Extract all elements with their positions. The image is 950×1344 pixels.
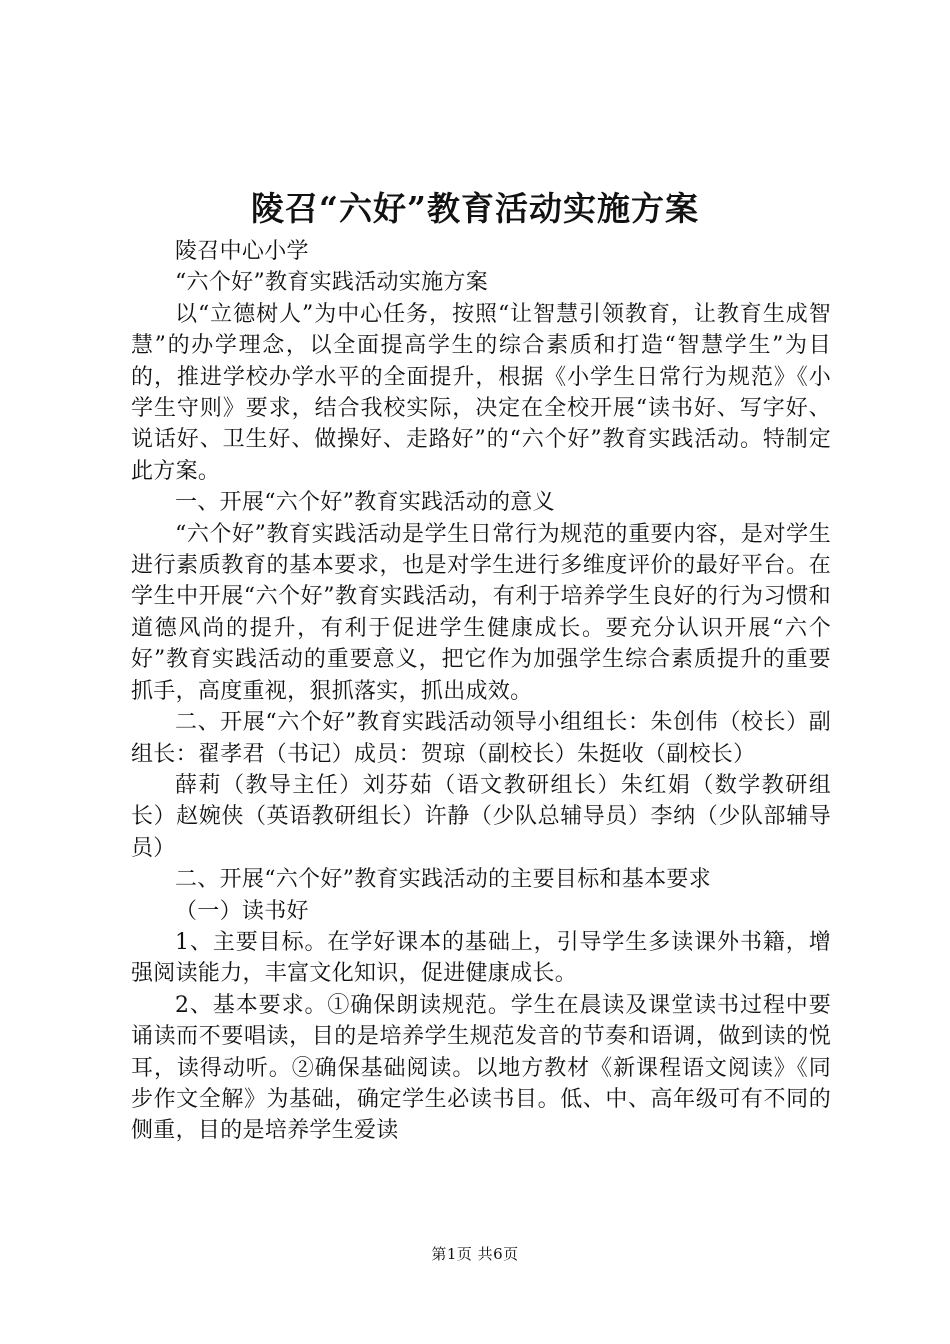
paragraph-significance: “六个好”教育实践活动是学生日常行为规范的重要内容，是对学生进行素质教育的基本要求，也是对学生进行多维度评价的最好平台。在学生中开展“六个好”教育实践活动，有利于培养学生良好的行为习惯和道德风尚的提升，有利于促进学生健康成长。要充分认识开展“六个好”教育实践活动的重要意义，把它作为加强学生综合素质提升的重要抓手，高度重视，狠抓落实，抓出成效。 [131, 521, 831, 704]
section-heading-leadership: 二、开展“六个好”教育实践活动领导小组组长：朱创伟（校长）副组长：翟孝君（书记）成员：贺琼（副校长）朱挺收（副校长） [131, 710, 831, 767]
section-heading-significance: 一、开展“六个好”教育实践活动的意义 [175, 490, 555, 516]
page-footer: 第1页 共6页 [431, 1245, 519, 1263]
paragraph-school-name: 陵召中心小学 [175, 239, 309, 264]
paragraph-reading-requirements: 2、基本要求。①确保朗读规范。学生在晨读及课堂读书过程中要诵读而不要唱读，目的是培养学生规范发音的节奏和语调，做到读的悦耳，读得动听。②确保基础阅读。以地方教材《新课程语文阅读》《同步作文全解》为基础，确定学生必读书目。低、中、高年级可有不同的侧重，目的是培养学生爱读 [131, 992, 831, 1144]
document-title: 陵召“六好”教育活动实施方案 [251, 189, 699, 228]
paragraph-subtitle: “六个好”教育实践活动实施方案 [175, 270, 488, 296]
paragraph-reading-goal: 1、主要目标。在学好课本的基础上，引导学生多读课外书籍，增强阅读能力，丰富文化知识，促进健康成长。 [131, 929, 831, 987]
section-heading-goals: 二、开展“六个好”教育实践活动的主要目标和基本要求 [175, 867, 711, 893]
paragraph-intro: 以“立德树人”为中心任务，按照“让智慧引领教育，让教育生成智慧”的办学理念，以全面提高学生的综合素质和打造“智慧学生”为目的，推进学校办学水平的全面提升，根据《小学生日常行为规范》《小学生守则》要求，结合我校实际，决定在全校开展“读书好、写字好、说话好、卫生好、做操好、走路好”的“六个好”教育实践活动。特制定此方案。 [131, 301, 831, 484]
document-body [131, 236, 831, 1147]
subsection-heading-reading: （一）读书好 [175, 898, 309, 924]
paragraph-members: 薛莉（教导主任）刘芬茹（语文教研组长）朱红娟（数学教研组长）赵婉侠（英语教研组长）许静（少队总辅导员）李纳（少队部辅导员） [131, 772, 831, 861]
